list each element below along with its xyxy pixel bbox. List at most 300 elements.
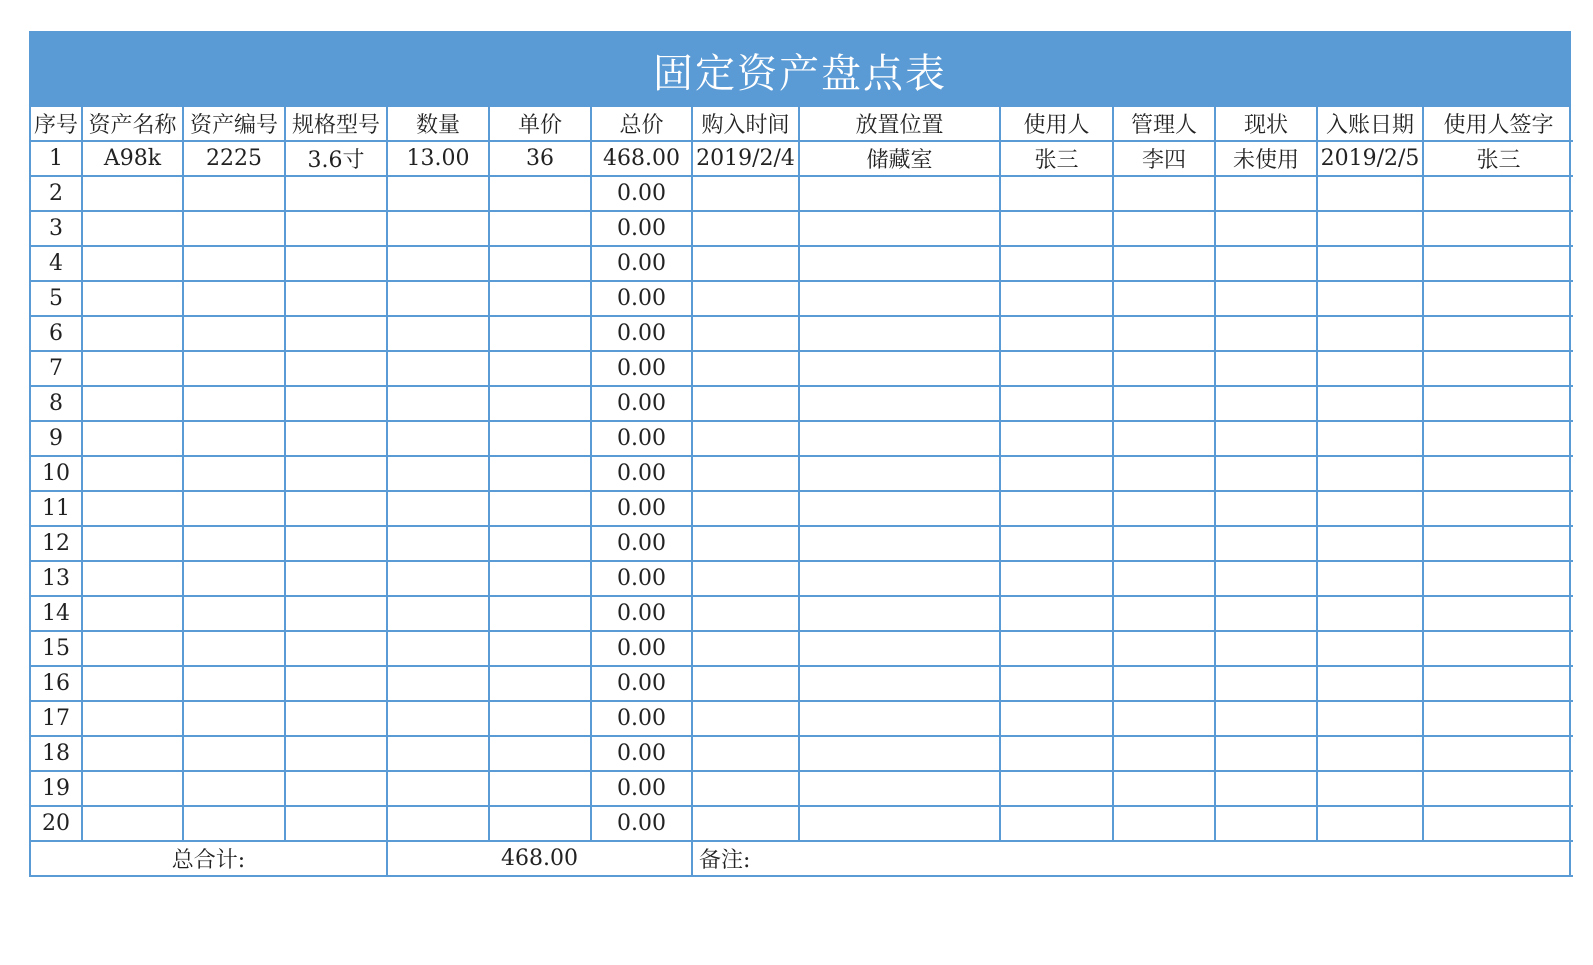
- cell-total-price[interactable]: 0.00: [591, 526, 692, 561]
- cell-asset-name[interactable]: [82, 421, 183, 456]
- cell-seq[interactable]: 18: [31, 736, 82, 771]
- cell-seq[interactable]: 15: [31, 631, 82, 666]
- cell-spec-model[interactable]: [285, 316, 387, 351]
- cell-asset-code[interactable]: [183, 736, 285, 771]
- cell-status[interactable]: [1215, 806, 1317, 841]
- cell-quantity[interactable]: [387, 176, 489, 211]
- cell-total-price[interactable]: 0.00: [591, 316, 692, 351]
- cell-posting-date[interactable]: [1317, 771, 1423, 806]
- cell-asset-name[interactable]: [82, 631, 183, 666]
- table-row: [31, 491, 1573, 526]
- cell-quantity[interactable]: [387, 421, 489, 456]
- cell-status[interactable]: [1215, 736, 1317, 771]
- cell-asset-name[interactable]: [82, 561, 183, 596]
- cell-location[interactable]: 储藏室: [799, 141, 1000, 176]
- cell-posting-date[interactable]: [1317, 631, 1423, 666]
- table-row: [31, 631, 1573, 666]
- table-row: [31, 211, 1573, 246]
- cell-quantity[interactable]: [387, 561, 489, 596]
- cell-quantity[interactable]: [387, 246, 489, 281]
- cell-unit-price[interactable]: [489, 666, 591, 701]
- cell-quantity[interactable]: [387, 491, 489, 526]
- cell-purchase-date[interactable]: [692, 211, 799, 246]
- cell-unit-price[interactable]: [489, 491, 591, 526]
- cell-user[interactable]: [1000, 631, 1113, 666]
- cell-posting-date[interactable]: [1317, 561, 1423, 596]
- cell-seq[interactable]: 2: [31, 176, 82, 211]
- cell-location[interactable]: [799, 456, 1000, 491]
- cell-purchase-date[interactable]: [692, 281, 799, 316]
- cell-seq[interactable]: 5: [31, 281, 82, 316]
- cell-unit-price[interactable]: [489, 316, 591, 351]
- cell-posting-date[interactable]: [1317, 736, 1423, 771]
- cell-location[interactable]: [799, 316, 1000, 351]
- cell-seq[interactable]: 12: [31, 526, 82, 561]
- cell-manager[interactable]: [1113, 561, 1215, 596]
- cell-posting-date[interactable]: 2019/2/5: [1317, 141, 1423, 176]
- cell-location[interactable]: [799, 806, 1000, 841]
- cell-purchase-date[interactable]: [692, 526, 799, 561]
- cell-location[interactable]: [799, 246, 1000, 281]
- cell-total-price[interactable]: 0.00: [591, 666, 692, 701]
- cell-user-signature[interactable]: [1423, 806, 1573, 841]
- cell-quantity[interactable]: 13.00: [387, 141, 489, 176]
- cell-user-signature[interactable]: [1423, 456, 1573, 491]
- cell-asset-code[interactable]: [183, 421, 285, 456]
- cell-purchase-date[interactable]: [692, 596, 799, 631]
- cell-purchase-date[interactable]: [692, 491, 799, 526]
- table-row: [31, 561, 1573, 596]
- cell-manager[interactable]: [1113, 666, 1215, 701]
- cell-posting-date[interactable]: [1317, 421, 1423, 456]
- cell-status[interactable]: [1215, 421, 1317, 456]
- cell-user-signature[interactable]: [1423, 211, 1573, 246]
- cell-status[interactable]: [1215, 316, 1317, 351]
- cell-manager[interactable]: [1113, 211, 1215, 246]
- table-row: [31, 701, 1573, 736]
- cell-asset-name[interactable]: [82, 596, 183, 631]
- cell-status[interactable]: [1215, 211, 1317, 246]
- cell-user[interactable]: [1000, 666, 1113, 701]
- cell-seq[interactable]: 7: [31, 351, 82, 386]
- table-row: [31, 526, 1573, 561]
- cell-posting-date[interactable]: [1317, 281, 1423, 316]
- cell-quantity[interactable]: [387, 596, 489, 631]
- cell-purchase-date[interactable]: [692, 631, 799, 666]
- cell-seq[interactable]: 19: [31, 771, 82, 806]
- cell-posting-date[interactable]: [1317, 386, 1423, 421]
- cell-user-signature[interactable]: [1423, 386, 1573, 421]
- cell-asset-name[interactable]: [82, 701, 183, 736]
- table-row: [31, 386, 1573, 421]
- cell-user-signature[interactable]: [1423, 701, 1573, 736]
- cell-quantity[interactable]: [387, 386, 489, 421]
- cell-total-price[interactable]: 0.00: [591, 561, 692, 596]
- cell-manager[interactable]: 李四: [1113, 141, 1215, 176]
- header-asset-name: 资产名称: [82, 107, 183, 141]
- cell-seq[interactable]: 16: [31, 666, 82, 701]
- cell-unit-price[interactable]: [489, 631, 591, 666]
- cell-user[interactable]: [1000, 491, 1113, 526]
- cell-status[interactable]: [1215, 386, 1317, 421]
- cell-manager[interactable]: [1113, 806, 1215, 841]
- cell-spec-model[interactable]: [285, 631, 387, 666]
- cell-quantity[interactable]: [387, 456, 489, 491]
- cell-asset-name[interactable]: [82, 526, 183, 561]
- cell-spec-model[interactable]: [285, 246, 387, 281]
- cell-seq[interactable]: 4: [31, 246, 82, 281]
- total-label: 总合计:: [31, 841, 387, 876]
- cell-status[interactable]: [1215, 491, 1317, 526]
- cell-seq[interactable]: 11: [31, 491, 82, 526]
- cell-asset-code[interactable]: [183, 211, 285, 246]
- cell-unit-price[interactable]: [489, 701, 591, 736]
- cell-asset-code[interactable]: [183, 596, 285, 631]
- cell-posting-date[interactable]: [1317, 351, 1423, 386]
- cell-quantity[interactable]: [387, 316, 489, 351]
- cell-spec-model[interactable]: [285, 806, 387, 841]
- cell-spec-model[interactable]: [285, 666, 387, 701]
- cell-asset-code[interactable]: [183, 456, 285, 491]
- table-row: [31, 806, 1573, 841]
- cell-manager[interactable]: [1113, 351, 1215, 386]
- cell-status[interactable]: 未使用: [1215, 141, 1317, 176]
- cell-location[interactable]: [799, 211, 1000, 246]
- cell-user-signature[interactable]: [1423, 561, 1573, 596]
- cell-total-price[interactable]: 0.00: [591, 596, 692, 631]
- cell-location[interactable]: [799, 596, 1000, 631]
- cell-purchase-date[interactable]: [692, 176, 799, 211]
- header-spec-model: 规格型号: [285, 107, 387, 141]
- cell-manager[interactable]: [1113, 771, 1215, 806]
- cell-status[interactable]: [1215, 666, 1317, 701]
- cell-total-price[interactable]: 0.00: [591, 421, 692, 456]
- cell-manager[interactable]: [1113, 596, 1215, 631]
- cell-unit-price[interactable]: [489, 386, 591, 421]
- cell-location[interactable]: [799, 491, 1000, 526]
- cell-quantity[interactable]: [387, 736, 489, 771]
- cell-spec-model[interactable]: [285, 736, 387, 771]
- cell-total-price[interactable]: 0.00: [591, 491, 692, 526]
- cell-asset-name[interactable]: [82, 281, 183, 316]
- cell-manager[interactable]: [1113, 526, 1215, 561]
- cell-spec-model[interactable]: [285, 386, 387, 421]
- cell-user[interactable]: [1000, 526, 1113, 561]
- cell-status[interactable]: [1215, 246, 1317, 281]
- cell-total-price[interactable]: 0.00: [591, 771, 692, 806]
- cell-total-price[interactable]: 0.00: [591, 631, 692, 666]
- cell-asset-code[interactable]: [183, 246, 285, 281]
- cell-spec-model[interactable]: [285, 351, 387, 386]
- cell-location[interactable]: [799, 666, 1000, 701]
- cell-user[interactable]: [1000, 386, 1113, 421]
- cell-posting-date[interactable]: [1317, 491, 1423, 526]
- cell-user-signature[interactable]: [1423, 421, 1573, 456]
- cell-unit-price[interactable]: [489, 596, 591, 631]
- table-row: [31, 176, 1573, 211]
- cell-user-signature[interactable]: [1423, 351, 1573, 386]
- cell-location[interactable]: [799, 701, 1000, 736]
- cell-unit-price[interactable]: [489, 211, 591, 246]
- table-row: [31, 666, 1573, 701]
- cell-asset-code[interactable]: [183, 666, 285, 701]
- cell-user[interactable]: [1000, 211, 1113, 246]
- cell-asset-code[interactable]: [183, 701, 285, 736]
- cell-total-price[interactable]: 0.00: [591, 806, 692, 841]
- cell-location[interactable]: [799, 421, 1000, 456]
- cell-user[interactable]: [1000, 176, 1113, 211]
- cell-posting-date[interactable]: [1317, 176, 1423, 211]
- cell-seq[interactable]: 10: [31, 456, 82, 491]
- cell-asset-code[interactable]: [183, 806, 285, 841]
- cell-purchase-date[interactable]: [692, 246, 799, 281]
- cell-total-price[interactable]: 0.00: [591, 701, 692, 736]
- cell-total-price[interactable]: 0.00: [591, 211, 692, 246]
- cell-spec-model[interactable]: [285, 491, 387, 526]
- cell-user-signature[interactable]: [1423, 246, 1573, 281]
- cell-posting-date[interactable]: [1317, 526, 1423, 561]
- cell-spec-model[interactable]: [285, 526, 387, 561]
- cell-spec-model[interactable]: 3.6寸: [285, 141, 387, 176]
- cell-status[interactable]: [1215, 281, 1317, 316]
- cell-manager[interactable]: [1113, 736, 1215, 771]
- cell-asset-code[interactable]: [183, 386, 285, 421]
- cell-status[interactable]: [1215, 456, 1317, 491]
- cell-asset-code[interactable]: [183, 491, 285, 526]
- cell-spec-model[interactable]: [285, 561, 387, 596]
- cell-purchase-date[interactable]: [692, 456, 799, 491]
- cell-asset-code[interactable]: 2225: [183, 141, 285, 176]
- cell-spec-model[interactable]: [285, 176, 387, 211]
- cell-spec-model[interactable]: [285, 596, 387, 631]
- cell-user[interactable]: [1000, 736, 1113, 771]
- cell-posting-date[interactable]: [1317, 666, 1423, 701]
- cell-user-signature[interactable]: 张三: [1423, 141, 1573, 176]
- cell-status[interactable]: [1215, 596, 1317, 631]
- cell-quantity[interactable]: [387, 631, 489, 666]
- cell-seq[interactable]: 8: [31, 386, 82, 421]
- cell-status[interactable]: [1215, 176, 1317, 211]
- cell-user[interactable]: [1000, 316, 1113, 351]
- cell-purchase-date[interactable]: 2019/2/4: [692, 141, 799, 176]
- cell-location[interactable]: [799, 736, 1000, 771]
- cell-location[interactable]: [799, 561, 1000, 596]
- cell-user-signature[interactable]: [1423, 281, 1573, 316]
- cell-unit-price[interactable]: [489, 351, 591, 386]
- cell-user[interactable]: [1000, 806, 1113, 841]
- cell-unit-price[interactable]: 36: [489, 141, 591, 176]
- cell-asset-name[interactable]: [82, 246, 183, 281]
- cell-unit-price[interactable]: [489, 561, 591, 596]
- cell-total-price[interactable]: 468.00: [591, 141, 692, 176]
- cell-asset-name[interactable]: [82, 736, 183, 771]
- cell-purchase-date[interactable]: [692, 771, 799, 806]
- cell-location[interactable]: [799, 176, 1000, 211]
- cell-seq[interactable]: 17: [31, 701, 82, 736]
- cell-manager[interactable]: [1113, 281, 1215, 316]
- cell-total-price[interactable]: 0.00: [591, 176, 692, 211]
- cell-location[interactable]: [799, 771, 1000, 806]
- cell-total-price[interactable]: 0.00: [591, 456, 692, 491]
- cell-user-signature[interactable]: [1423, 176, 1573, 211]
- cell-user[interactable]: [1000, 351, 1113, 386]
- cell-unit-price[interactable]: [489, 421, 591, 456]
- cell-manager[interactable]: [1113, 421, 1215, 456]
- cell-asset-code[interactable]: [183, 176, 285, 211]
- cell-unit-price[interactable]: [489, 456, 591, 491]
- cell-seq[interactable]: 6: [31, 316, 82, 351]
- cell-status[interactable]: [1215, 351, 1317, 386]
- cell-spec-model[interactable]: [285, 421, 387, 456]
- cell-manager[interactable]: [1113, 456, 1215, 491]
- cell-posting-date[interactable]: [1317, 596, 1423, 631]
- cell-manager[interactable]: [1113, 491, 1215, 526]
- cell-quantity[interactable]: [387, 211, 489, 246]
- cell-manager[interactable]: [1113, 386, 1215, 421]
- cell-asset-name[interactable]: [82, 316, 183, 351]
- cell-posting-date[interactable]: [1317, 806, 1423, 841]
- cell-user-signature[interactable]: [1423, 736, 1573, 771]
- cell-quantity[interactable]: [387, 526, 489, 561]
- cell-manager[interactable]: [1113, 701, 1215, 736]
- cell-user[interactable]: [1000, 246, 1113, 281]
- cell-asset-name[interactable]: [82, 176, 183, 211]
- cell-user-signature[interactable]: [1423, 596, 1573, 631]
- cell-location[interactable]: [799, 281, 1000, 316]
- cell-asset-name[interactable]: A98k: [82, 141, 183, 176]
- cell-user[interactable]: [1000, 421, 1113, 456]
- cell-asset-name[interactable]: [82, 456, 183, 491]
- cell-user-signature[interactable]: [1423, 491, 1573, 526]
- cell-user-signature[interactable]: [1423, 526, 1573, 561]
- cell-manager[interactable]: [1113, 316, 1215, 351]
- cell-asset-name[interactable]: [82, 806, 183, 841]
- cell-user[interactable]: [1000, 771, 1113, 806]
- remarks-label[interactable]: 备注:: [692, 841, 1573, 876]
- cell-status[interactable]: [1215, 526, 1317, 561]
- cell-total-price[interactable]: 0.00: [591, 246, 692, 281]
- cell-manager[interactable]: [1113, 631, 1215, 666]
- cell-purchase-date[interactable]: [692, 806, 799, 841]
- cell-purchase-date[interactable]: [692, 351, 799, 386]
- cell-total-price[interactable]: 0.00: [591, 351, 692, 386]
- cell-unit-price[interactable]: [489, 526, 591, 561]
- cell-spec-model[interactable]: [285, 771, 387, 806]
- cell-asset-name[interactable]: [82, 771, 183, 806]
- cell-user[interactable]: 张三: [1000, 141, 1113, 176]
- cell-asset-name[interactable]: [82, 351, 183, 386]
- cell-asset-code[interactable]: [183, 281, 285, 316]
- asset-inventory-sheet: [29, 31, 1571, 877]
- cell-unit-price[interactable]: [489, 771, 591, 806]
- cell-purchase-date[interactable]: [692, 386, 799, 421]
- cell-user[interactable]: [1000, 456, 1113, 491]
- cell-user[interactable]: [1000, 281, 1113, 316]
- cell-asset-code[interactable]: [183, 561, 285, 596]
- cell-spec-model[interactable]: [285, 456, 387, 491]
- cell-total-price[interactable]: 0.00: [591, 386, 692, 421]
- cell-quantity[interactable]: [387, 806, 489, 841]
- table-row: [31, 351, 1573, 386]
- inventory-table: [31, 107, 1573, 877]
- cell-purchase-date[interactable]: [692, 736, 799, 771]
- cell-posting-date[interactable]: [1317, 211, 1423, 246]
- cell-asset-code[interactable]: [183, 771, 285, 806]
- cell-posting-date[interactable]: [1317, 456, 1423, 491]
- cell-status[interactable]: [1215, 701, 1317, 736]
- cell-unit-price[interactable]: [489, 281, 591, 316]
- cell-quantity[interactable]: [387, 701, 489, 736]
- cell-location[interactable]: [799, 351, 1000, 386]
- cell-quantity[interactable]: [387, 351, 489, 386]
- cell-posting-date[interactable]: [1317, 246, 1423, 281]
- cell-posting-date[interactable]: [1317, 316, 1423, 351]
- cell-manager[interactable]: [1113, 246, 1215, 281]
- cell-seq[interactable]: 20: [31, 806, 82, 841]
- cell-asset-code[interactable]: [183, 631, 285, 666]
- cell-purchase-date[interactable]: [692, 316, 799, 351]
- cell-spec-model[interactable]: [285, 701, 387, 736]
- cell-user-signature[interactable]: [1423, 316, 1573, 351]
- cell-location[interactable]: [799, 386, 1000, 421]
- cell-seq[interactable]: 1: [31, 141, 82, 176]
- cell-location[interactable]: [799, 526, 1000, 561]
- cell-user[interactable]: [1000, 596, 1113, 631]
- header-manager: 管理人: [1113, 107, 1215, 141]
- cell-unit-price[interactable]: [489, 246, 591, 281]
- cell-asset-name[interactable]: [82, 211, 183, 246]
- cell-purchase-date[interactable]: [692, 561, 799, 596]
- cell-total-price[interactable]: 0.00: [591, 281, 692, 316]
- cell-manager[interactable]: [1113, 176, 1215, 211]
- cell-unit-price[interactable]: [489, 736, 591, 771]
- header-seq: 序号: [31, 107, 82, 141]
- cell-status[interactable]: [1215, 561, 1317, 596]
- cell-spec-model[interactable]: [285, 211, 387, 246]
- cell-quantity[interactable]: [387, 281, 489, 316]
- cell-asset-name[interactable]: [82, 491, 183, 526]
- cell-quantity[interactable]: [387, 666, 489, 701]
- cell-purchase-date[interactable]: [692, 701, 799, 736]
- cell-seq[interactable]: 3: [31, 211, 82, 246]
- cell-asset-code[interactable]: [183, 526, 285, 561]
- cell-quantity[interactable]: [387, 771, 489, 806]
- cell-posting-date[interactable]: [1317, 701, 1423, 736]
- cell-user[interactable]: [1000, 561, 1113, 596]
- cell-location[interactable]: [799, 631, 1000, 666]
- cell-status[interactable]: [1215, 771, 1317, 806]
- cell-asset-name[interactable]: [82, 666, 183, 701]
- cell-asset-code[interactable]: [183, 351, 285, 386]
- cell-user[interactable]: [1000, 701, 1113, 736]
- cell-user-signature[interactable]: [1423, 631, 1573, 666]
- cell-seq[interactable]: 14: [31, 596, 82, 631]
- cell-seq[interactable]: 9: [31, 421, 82, 456]
- cell-user-signature[interactable]: [1423, 771, 1573, 806]
- cell-status[interactable]: [1215, 631, 1317, 666]
- cell-asset-name[interactable]: [82, 386, 183, 421]
- total-value[interactable]: 468.00: [387, 841, 692, 876]
- cell-total-price[interactable]: 0.00: [591, 736, 692, 771]
- cell-purchase-date[interactable]: [692, 666, 799, 701]
- cell-unit-price[interactable]: [489, 176, 591, 211]
- cell-purchase-date[interactable]: [692, 421, 799, 456]
- cell-asset-code[interactable]: [183, 316, 285, 351]
- cell-unit-price[interactable]: [489, 806, 591, 841]
- cell-user-signature[interactable]: [1423, 666, 1573, 701]
- cell-spec-model[interactable]: [285, 281, 387, 316]
- cell-seq[interactable]: 13: [31, 561, 82, 596]
